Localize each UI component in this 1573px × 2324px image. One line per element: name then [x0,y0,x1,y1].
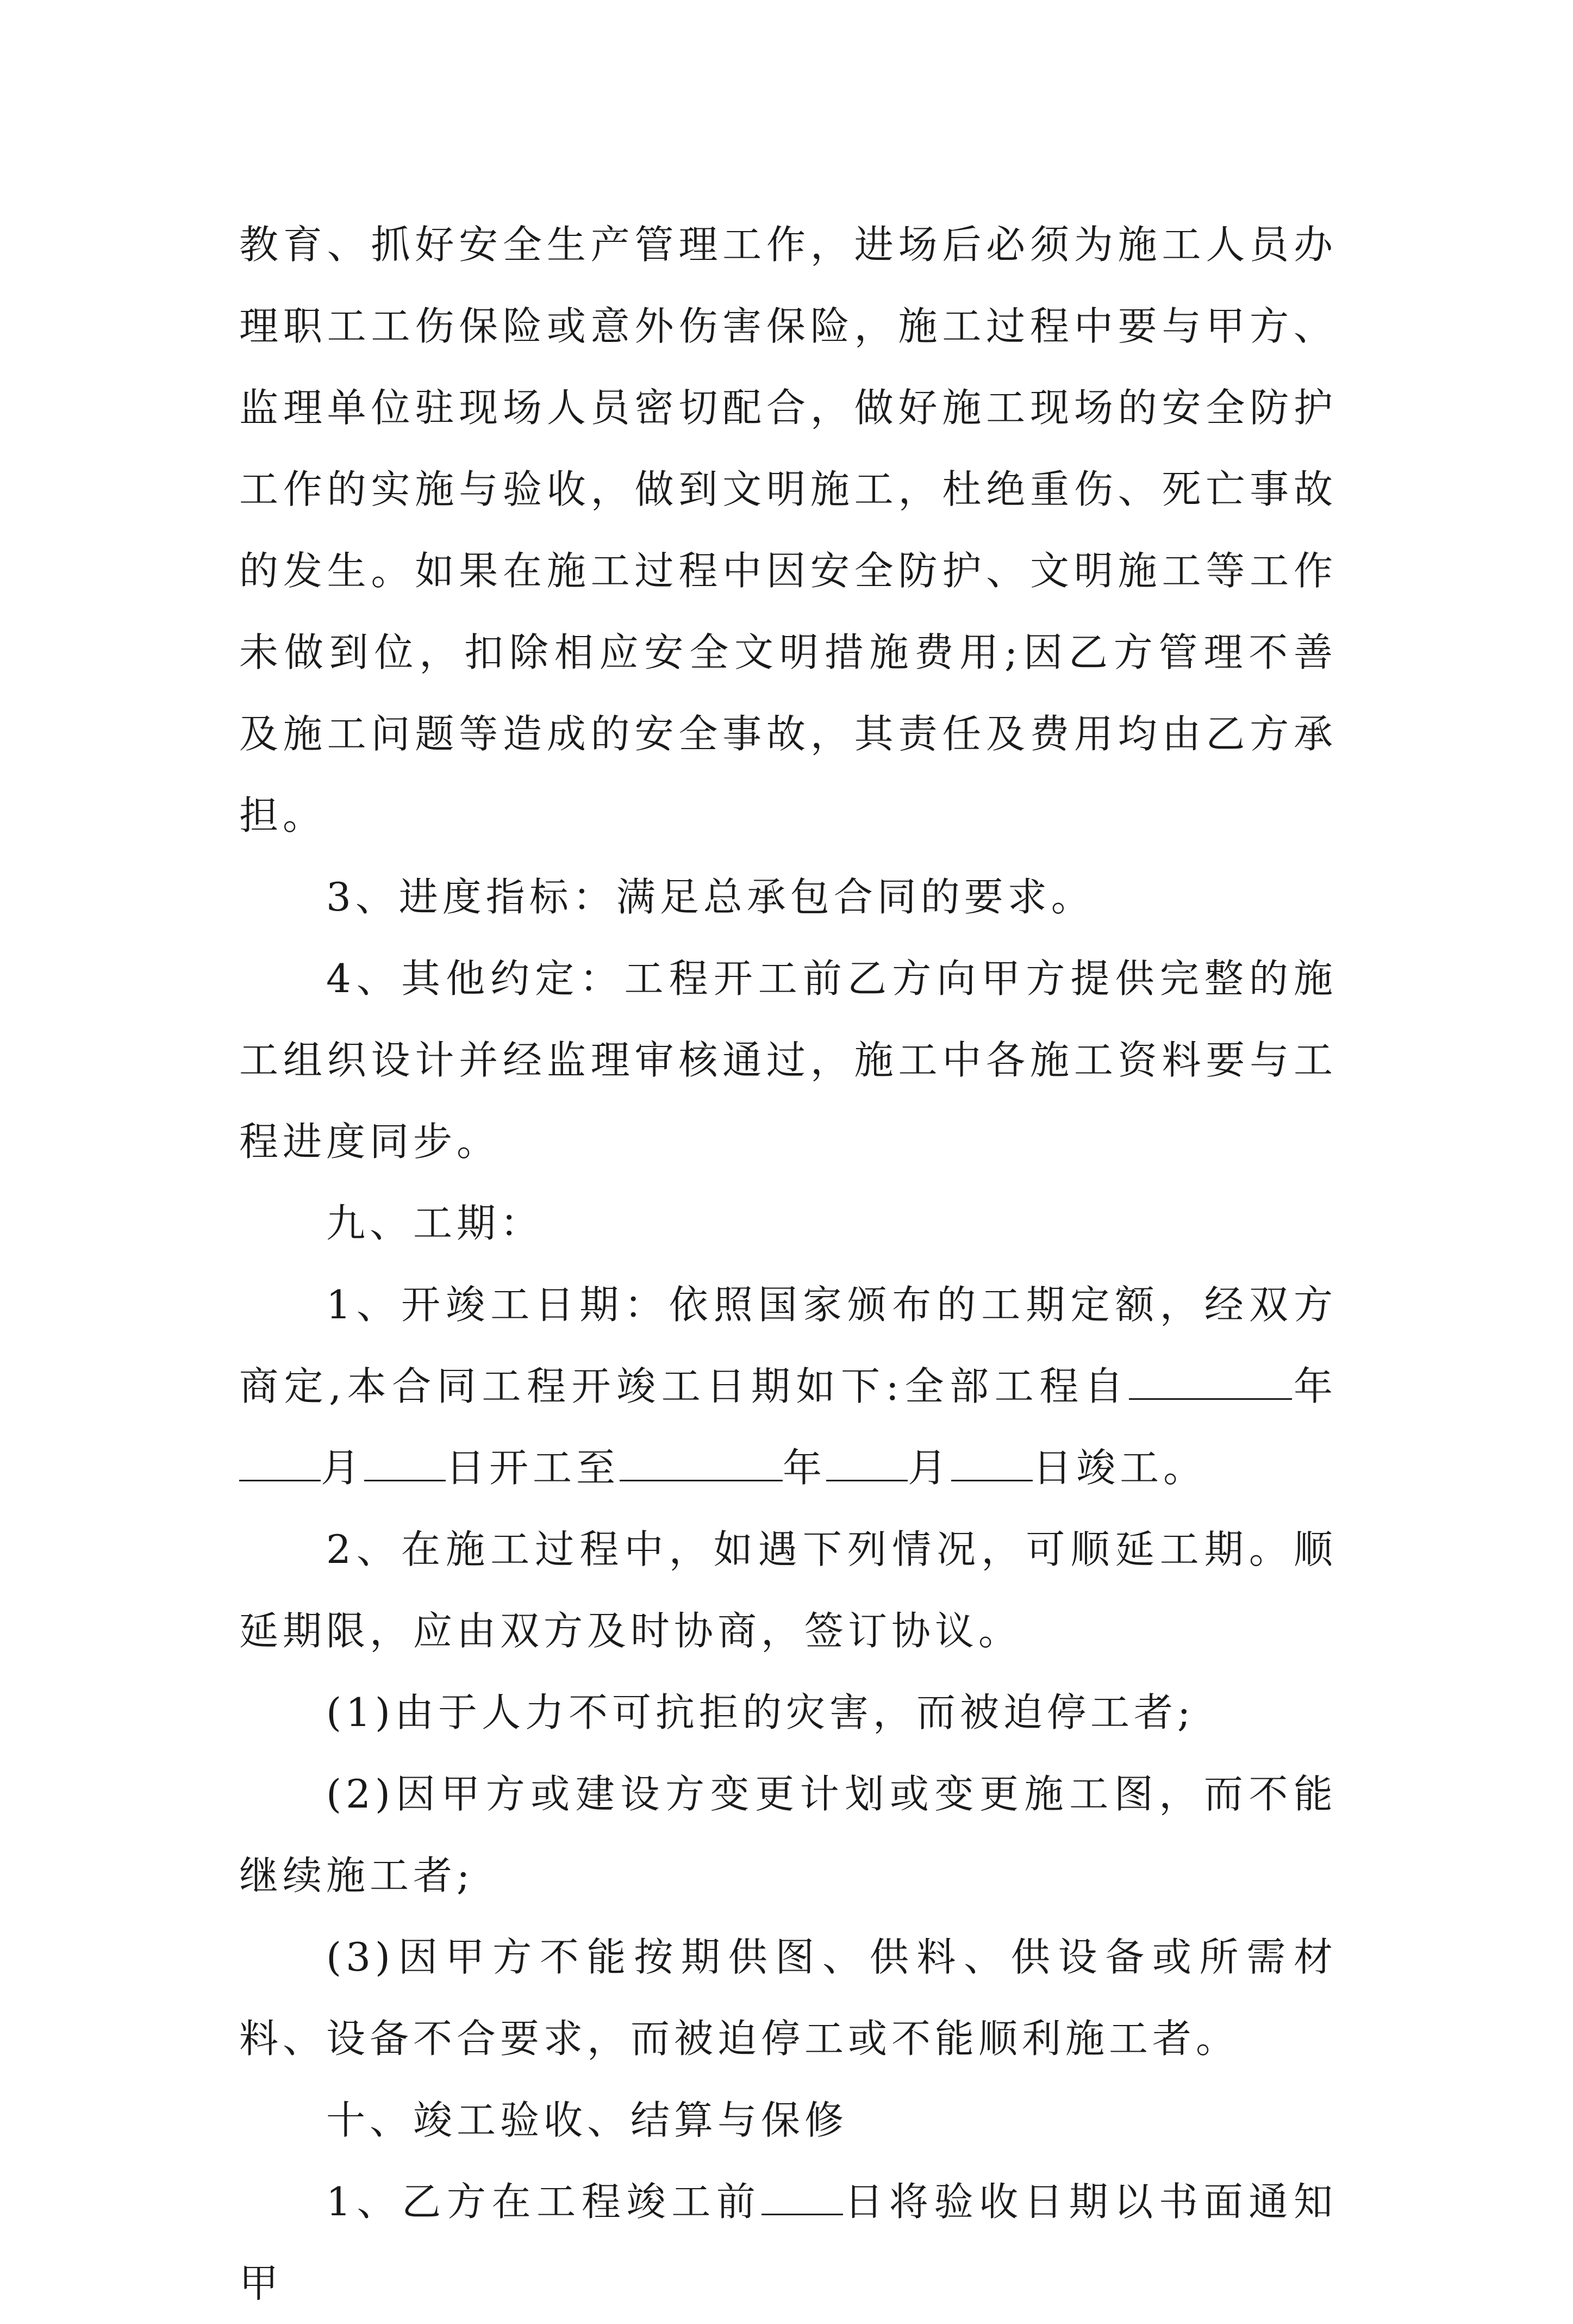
text-segment: 日竣工。 [1033,1445,1207,1491]
paragraph-safety-management: 教育、抓好安全生产管理工作，进场后必须为施工人员办理职工工伤保险或意外伤害保险，施工过程中要与甲方、监理单位驻现场人员密切配合，做好施工现场的安全防护工作的实施与验收，做到文明施工，杜绝重伤、死亡事故的发生。如果在施工过程中因安全防护、文明施工等工作未做到位，扣除相应安全文明措施费用;因乙方管理不善及施工问题等造成的安全事故，其责任及费用均由乙方承担。 [239,222,1337,838]
blank-end-day [951,1446,1033,1481]
paragraph-other-agreements: 4、其他约定：工程开工前乙方向甲方提供完整的施工组织设计并经监理审核通过，施工中各施工资料要与工程进度同步。 [239,956,1337,1164]
paragraph-progress-indicator: 3、进度指标：满足总承包合同的要求。 [326,874,1095,920]
text-segment: 年 [1292,1363,1337,1409]
list-item-supply-delay: (3)因甲方不能按期供图、供料、供设备或所需材料、设备不合要求，而被迫停工或不能顺利施工者。 [239,1934,1337,2061]
text-segment: 月 [321,1445,365,1491]
text-segment: 月 [908,1445,952,1491]
list-item-force-majeure: (1)由于人力不可抗拒的灾害，而被迫停工者; [326,1690,1195,1735]
section-heading-schedule: 九、工期： [326,1200,544,1246]
blank-start-day [364,1446,446,1481]
text-segment: 年 [783,1445,827,1491]
text-segment: 1、开竣工日期：依照国家颁布的工期定额，经双方商定,本合同工程开竣工日期如下:全部工程自 [239,1282,1337,1409]
blank-end-year [620,1446,783,1481]
paragraph-start-completion-date [239,1264,1337,1509]
paragraph-acceptance-notice [239,2161,1337,2324]
text-segment: 1、乙方在工程竣工前 [326,2179,761,2225]
blank-notice-days [761,2180,843,2215]
document-body [239,204,1337,2324]
list-item-design-change: (2)因甲方或建设方变更计划或变更施工图，而不能继续施工者; [239,1771,1337,1898]
blank-start-month [239,1446,321,1481]
section-heading-acceptance: 十、竣工验收、结算与保修 [326,2097,848,2143]
paragraph-schedule-extension: 2、在施工过程中，如遇下列情况，可顺延工期。顺延期限，应由双方及时协商，签订协议。 [239,1527,1337,1654]
text-segment: 日开工至 [446,1445,620,1491]
text-segment: 日将验收日期以书面通知甲 [239,2179,1337,2306]
blank-end-month [826,1446,908,1481]
blank-start-year [1129,1365,1292,1400]
